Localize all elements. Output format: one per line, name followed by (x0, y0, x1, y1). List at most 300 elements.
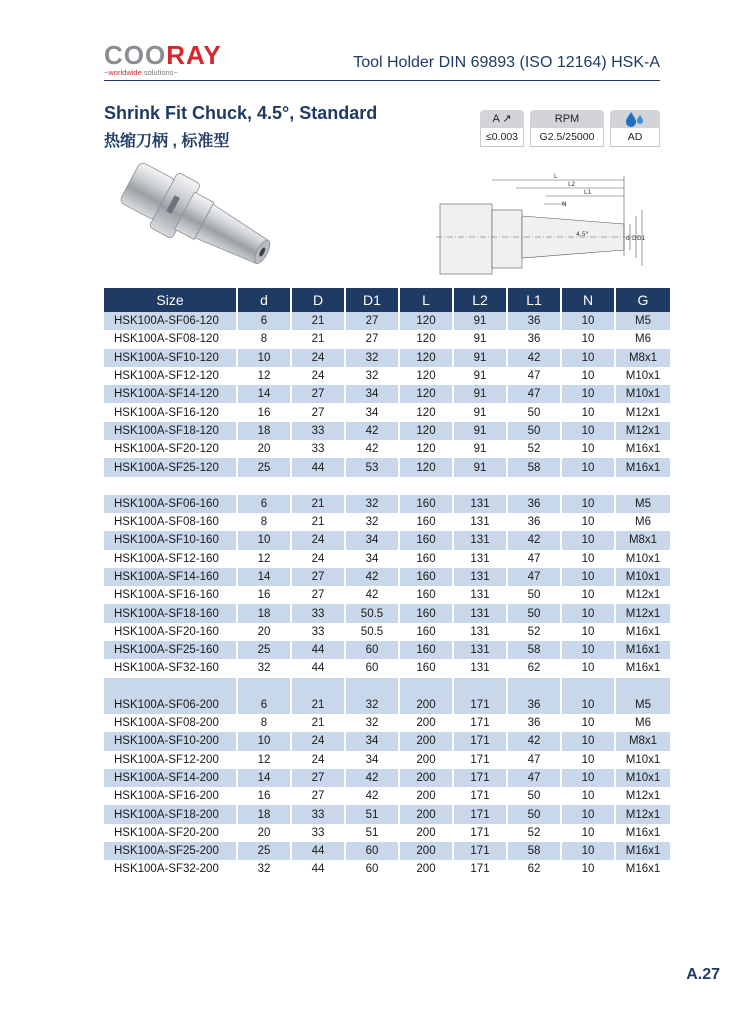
table-row (104, 349, 670, 367)
table-cell: 160 (416, 625, 436, 638)
table-cell: 10 (562, 349, 614, 367)
table-cell: 10 (581, 333, 595, 346)
tagline-prefix: ~ (104, 68, 109, 77)
table-cell: 21 (292, 495, 344, 513)
table-row (104, 641, 670, 659)
table-cell: 58 (508, 458, 560, 476)
table-cell: 24 (292, 349, 344, 367)
table-cell: 33 (292, 422, 344, 440)
table-cell: 62 (527, 662, 541, 675)
table-cell: 47 (527, 552, 541, 565)
table-cell: 10 (562, 641, 614, 659)
product-title: Shrink Fit Chuck, 4.5°, Standard (104, 103, 378, 123)
table-cell: 10 (562, 805, 614, 823)
table-cell: M8x1 (616, 349, 670, 367)
table-cell: 60 (346, 842, 398, 860)
table-cell: 91 (473, 333, 487, 346)
table-cell: 8 (260, 333, 268, 346)
drawing-label-L1: L1 (584, 189, 592, 196)
tagline-main: worldwide (108, 68, 142, 77)
table-row (104, 330, 670, 348)
table-cell: 10 (562, 696, 614, 714)
table-cell-size: HSK100A-SF14-160 (104, 568, 236, 586)
table-cell: 12 (257, 552, 271, 565)
table-row (104, 787, 670, 805)
table-cell: 47 (527, 753, 541, 766)
table-cell: 36 (508, 312, 560, 330)
table-cell-size: HSK100A-SF25-160 (104, 641, 236, 659)
spec-rpm-value: G2.5/25000 (530, 128, 604, 147)
table-cell: 10 (581, 406, 595, 419)
table-row (104, 550, 670, 568)
technical-drawing (436, 166, 646, 278)
table-cell: 6 (238, 495, 290, 513)
table-row (104, 623, 670, 641)
table-cell: M5 (616, 696, 670, 714)
table-cell: 34 (346, 385, 398, 403)
table-cell: 44 (311, 863, 325, 876)
table-cell: 6 (238, 312, 290, 330)
table-separator-cell (616, 678, 670, 696)
table-row (104, 422, 670, 440)
table-cell: 24 (311, 753, 325, 766)
table-cell: 171 (470, 753, 490, 766)
table-cell: 200 (400, 696, 452, 714)
brand-name-part2: RAY (166, 40, 222, 70)
table-cell: 27 (292, 568, 344, 586)
table-group-separator (104, 678, 670, 696)
table-separator-cell (616, 477, 670, 495)
table-cell: 131 (470, 625, 490, 638)
table-cell: M6 (635, 717, 651, 730)
table-cell: 160 (400, 531, 452, 549)
table-row (104, 732, 670, 750)
table-cell: 44 (292, 842, 344, 860)
table-cell: 10 (581, 753, 595, 766)
table-cell: 32 (365, 516, 379, 529)
table-cell: 42 (365, 790, 379, 803)
table-separator-cell (104, 678, 236, 696)
table-cell: 36 (527, 516, 541, 529)
table-cell: 42 (365, 443, 379, 456)
table-cell: 42 (346, 422, 398, 440)
col-header-L1: L1 (508, 288, 560, 312)
spec-table (102, 288, 672, 879)
table-cell: 8 (260, 717, 268, 730)
table-cell: 14 (238, 568, 290, 586)
table-cell-size: HSK100A-SF18-200 (104, 805, 236, 823)
col-header-N: N (562, 288, 614, 312)
table-cell: 42 (365, 589, 379, 602)
table-cell: 120 (400, 385, 452, 403)
col-header-L: L (400, 288, 452, 312)
table-cell: 91 (454, 349, 506, 367)
table-cell: M10x1 (616, 385, 670, 403)
spec-runout-value: ≤0.003 (480, 128, 524, 147)
table-cell: 52 (527, 826, 541, 839)
table-cell: 60 (365, 662, 379, 675)
table-cell: M6 (635, 333, 651, 346)
table-header-row (104, 288, 670, 312)
table-cell: 27 (292, 385, 344, 403)
table-cell: 24 (292, 732, 344, 750)
table-cell: 131 (454, 568, 506, 586)
product-title-cn: 热缩刀柄 , 标准型 (104, 133, 230, 150)
table-cell: 20 (257, 443, 271, 456)
table-cell: 21 (311, 717, 325, 730)
product-photo (110, 158, 290, 283)
table-cell: 42 (508, 531, 560, 549)
table-cell: 47 (508, 568, 560, 586)
table-cell: 34 (365, 552, 379, 565)
brand-logo (104, 40, 224, 77)
table-cell: 18 (238, 422, 290, 440)
table-cell: 62 (527, 863, 541, 876)
table-cell: 10 (562, 732, 614, 750)
table-row (104, 586, 670, 604)
table-cell: M10x1 (616, 769, 670, 787)
table-cell: 27 (311, 589, 325, 602)
table-cell-size: HSK100A-SF16-160 (114, 589, 219, 602)
table-cell-size: HSK100A-SF20-200 (114, 826, 219, 839)
table-cell: 10 (581, 662, 595, 675)
table-cell: 16 (257, 790, 271, 803)
spec-runout (480, 110, 524, 148)
table-cell: 10 (581, 443, 595, 456)
table-cell: 21 (311, 516, 325, 529)
page-number: A.27 (686, 966, 720, 983)
table-separator-cell (400, 477, 452, 495)
table-cell: 51 (365, 826, 379, 839)
table-cell: 34 (365, 753, 379, 766)
table-cell: 10 (581, 625, 595, 638)
table-cell: 14 (238, 769, 290, 787)
table-cell: 32 (365, 370, 379, 383)
table-cell: 58 (508, 842, 560, 860)
table-cell: 160 (416, 662, 436, 675)
drawing-label-d: d (626, 235, 630, 242)
table-cell: M12x1 (625, 790, 661, 803)
col-header-L2: L2 (454, 288, 506, 312)
drawing-label-angle: 4.5° (576, 231, 589, 238)
table-cell: 200 (416, 753, 436, 766)
table-cell: 200 (416, 790, 436, 803)
table-row (104, 696, 670, 714)
table-cell: 33 (311, 625, 325, 638)
table-cell-size: HSK100A-SF12-160 (114, 552, 219, 565)
table-cell: 18 (238, 604, 290, 622)
table-cell-size: HSK100A-SF08-160 (114, 516, 219, 529)
table-cell: 131 (454, 604, 506, 622)
table-cell: 200 (416, 863, 436, 876)
table-cell: 6 (238, 696, 290, 714)
table-cell: 32 (365, 717, 379, 730)
drawing-label-D: D (632, 235, 637, 242)
table-cell: 20 (257, 625, 271, 638)
table-cell: M5 (616, 495, 670, 513)
table-cell: 44 (311, 662, 325, 675)
table-separator-cell (454, 678, 506, 696)
table-cell: M8x1 (616, 531, 670, 549)
table-cell: 171 (454, 732, 506, 750)
table-cell: 91 (454, 422, 506, 440)
table-separator-cell (238, 678, 290, 696)
table-separator-cell (508, 477, 560, 495)
table-cell: 200 (416, 826, 436, 839)
table-cell: 24 (311, 370, 325, 383)
table-cell: 171 (470, 790, 490, 803)
table-cell: 25 (238, 458, 290, 476)
table-cell: 50.5 (360, 625, 384, 638)
table-cell: 131 (454, 495, 506, 513)
table-cell: M10x1 (625, 753, 661, 766)
table-cell: M10x1 (625, 552, 661, 565)
table-cell: 171 (470, 717, 490, 730)
table-cell: 160 (400, 495, 452, 513)
table-row (104, 769, 670, 787)
table-cell: 8 (260, 516, 268, 529)
header-divider (104, 80, 660, 81)
table-cell-size: HSK100A-SF14-120 (104, 385, 236, 403)
table-row (104, 805, 670, 823)
table-cell: 10 (562, 422, 614, 440)
table-cell-size: HSK100A-SF18-120 (104, 422, 236, 440)
table-cell: 120 (416, 443, 436, 456)
table-cell: 171 (470, 826, 490, 839)
table-cell: 10 (581, 589, 595, 602)
table-cell: 27 (346, 312, 398, 330)
table-cell-size: HSK100A-SF20-120 (114, 443, 219, 456)
table-cell: 120 (416, 370, 436, 383)
table-cell: 27 (365, 333, 379, 346)
table-cell: 10 (562, 312, 614, 330)
table-cell: 10 (581, 717, 595, 730)
table-cell: 36 (508, 495, 560, 513)
table-separator-cell (346, 678, 398, 696)
table-cell: 47 (508, 769, 560, 787)
table-row (104, 824, 670, 842)
table-cell: 53 (346, 458, 398, 476)
table-cell: 10 (562, 385, 614, 403)
table-cell: M12x1 (616, 604, 670, 622)
table-cell: 42 (346, 769, 398, 787)
table-cell: 24 (292, 531, 344, 549)
table-cell: 51 (346, 805, 398, 823)
table-cell: 47 (527, 370, 541, 383)
table-cell: 36 (527, 717, 541, 730)
table-cell: 120 (400, 312, 452, 330)
table-cell: 160 (416, 589, 436, 602)
table-cell: M8x1 (616, 732, 670, 750)
table-cell: M10x1 (625, 370, 661, 383)
table-separator-cell (508, 678, 560, 696)
table-cell: 33 (311, 443, 325, 456)
table-cell: 34 (346, 732, 398, 750)
table-cell: M12x1 (625, 406, 661, 419)
table-cell: 33 (292, 805, 344, 823)
table-cell-size: HSK100A-SF10-200 (104, 732, 236, 750)
table-cell: 131 (470, 589, 490, 602)
table-row (104, 495, 670, 513)
table-cell: M6 (635, 516, 651, 529)
table-cell: 50 (508, 422, 560, 440)
table-row (104, 367, 670, 385)
table-cell: M16x1 (625, 625, 661, 638)
table-cell: 10 (238, 531, 290, 549)
table-cell: 160 (400, 604, 452, 622)
table-cell: 10 (562, 769, 614, 787)
table-cell: M12x1 (616, 422, 670, 440)
table-cell: 200 (400, 769, 452, 787)
table-cell: 21 (311, 333, 325, 346)
spec-rpm (530, 110, 604, 148)
spec-rpm-head: RPM (530, 110, 604, 128)
table-separator-cell (104, 477, 236, 495)
table-cell: 10 (581, 863, 595, 876)
table-cell: 50 (508, 604, 560, 622)
table-cell: 32 (346, 696, 398, 714)
table-separator-cell (562, 477, 614, 495)
table-cell: 10 (581, 790, 595, 803)
table-cell: 58 (508, 641, 560, 659)
table-cell: 32 (346, 495, 398, 513)
table-cell: 50 (508, 805, 560, 823)
table-cell: M10x1 (616, 568, 670, 586)
table-separator-cell (400, 678, 452, 696)
table-cell: 25 (238, 641, 290, 659)
table-cell: 10 (562, 604, 614, 622)
table-cell: M16x1 (625, 863, 661, 876)
table-cell: 120 (400, 349, 452, 367)
table-cell: 10 (238, 349, 290, 367)
table-cell: 33 (292, 604, 344, 622)
table-cell: 200 (400, 842, 452, 860)
col-header-size: Size (104, 288, 236, 312)
table-cell: 10 (581, 370, 595, 383)
brand-name-part1: COO (104, 40, 167, 70)
table-cell: 44 (292, 641, 344, 659)
drawing-label-L: L (554, 173, 558, 180)
col-header-d: d (238, 288, 290, 312)
table-cell: 18 (238, 805, 290, 823)
table-cell: 42 (346, 568, 398, 586)
table-cell: 36 (527, 333, 541, 346)
table-cell: 27 (292, 769, 344, 787)
table-cell: 120 (400, 458, 452, 476)
table-cell: 160 (400, 568, 452, 586)
table-cell: 34 (346, 531, 398, 549)
table-cell: 10 (562, 842, 614, 860)
table-cell: 171 (470, 863, 490, 876)
table-cell: 10 (562, 495, 614, 513)
table-cell: 60 (365, 863, 379, 876)
table-cell: M16x1 (616, 641, 670, 659)
table-cell: 27 (311, 790, 325, 803)
table-row (104, 440, 670, 458)
table-cell: 200 (400, 805, 452, 823)
table-cell: 34 (365, 406, 379, 419)
table-cell-size: HSK100A-SF25-120 (104, 458, 236, 476)
table-cell: 91 (454, 312, 506, 330)
table-cell: 32 (257, 662, 271, 675)
table-cell: 91 (454, 458, 506, 476)
table-cell: 160 (400, 641, 452, 659)
table-cell: 10 (581, 516, 595, 529)
table-cell: 32 (257, 863, 271, 876)
tagline-suffix: solutions~ (141, 68, 178, 77)
table-cell: 171 (454, 842, 506, 860)
table-separator-cell (346, 477, 398, 495)
table-cell: 36 (508, 696, 560, 714)
table-cell: 16 (257, 406, 271, 419)
table-cell: 50 (527, 790, 541, 803)
drawing-label-D1: D1 (637, 235, 646, 242)
table-cell: 20 (257, 826, 271, 839)
table-cell: M16x1 (616, 458, 670, 476)
table-cell: M12x1 (616, 805, 670, 823)
table-cell: 14 (238, 385, 290, 403)
table-cell: 171 (454, 805, 506, 823)
table-cell: 12 (257, 753, 271, 766)
table-cell: M16x1 (625, 662, 661, 675)
drawing-label-L2: L2 (568, 181, 576, 188)
table-cell: 10 (562, 531, 614, 549)
table-cell: M5 (616, 312, 670, 330)
table-cell-size: HSK100A-SF32-200 (114, 863, 219, 876)
table-row (104, 659, 670, 677)
table-cell-size: HSK100A-SF18-160 (104, 604, 236, 622)
table-row (104, 751, 670, 769)
table-cell: 200 (400, 732, 452, 750)
table-row (104, 513, 670, 531)
table-cell: 50 (527, 589, 541, 602)
table-cell: 120 (416, 333, 436, 346)
table-row (104, 842, 670, 860)
table-cell-size: HSK100A-SF08-120 (114, 333, 219, 346)
table-separator-cell (292, 477, 344, 495)
table-cell: 120 (416, 406, 436, 419)
table-cell: 25 (238, 842, 290, 860)
table-cell: 10 (581, 826, 595, 839)
coolant-drops-icon (610, 110, 660, 128)
table-cell: 171 (454, 769, 506, 787)
table-row (104, 385, 670, 403)
table-cell: 24 (311, 552, 325, 565)
spec-runout-head: A ↗ (480, 110, 524, 128)
table-cell: 131 (470, 552, 490, 565)
table-cell: 160 (416, 552, 436, 565)
table-cell: 10 (238, 732, 290, 750)
table-cell: 131 (470, 662, 490, 675)
table-cell: 42 (508, 349, 560, 367)
col-header-G: G (616, 288, 670, 312)
table-separator-cell (562, 678, 614, 696)
table-cell-size: HSK100A-SF10-160 (104, 531, 236, 549)
table-cell-size: HSK100A-SF25-200 (104, 842, 236, 860)
table-cell: 44 (292, 458, 344, 476)
table-cell: 171 (454, 696, 506, 714)
table-cell: 91 (454, 385, 506, 403)
table-cell: 27 (311, 406, 325, 419)
table-cell: 91 (473, 406, 487, 419)
table-cell: 52 (527, 625, 541, 638)
table-cell: M16x1 (625, 443, 661, 456)
table-cell: 47 (508, 385, 560, 403)
table-cell-size: HSK100A-SF20-160 (114, 625, 219, 638)
table-body (104, 312, 670, 879)
table-row (104, 860, 670, 878)
table-row (104, 714, 670, 732)
